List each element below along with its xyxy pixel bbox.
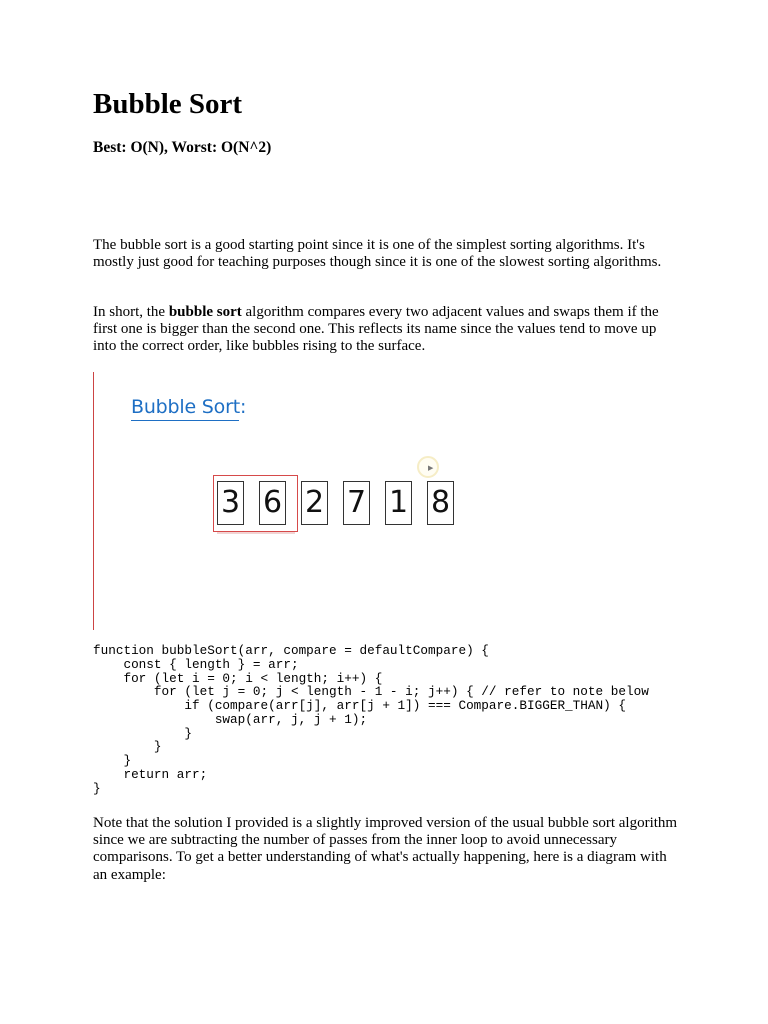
intro-paragraph: The bubble sort is a good starting point since it is one of the simplest sorting algorithms. It's mostly just good for teaching purposes though since it is one of the slowest sorting algorithms. (93, 237, 662, 271)
array-cell: 6 (259, 481, 286, 525)
complexity-subtitle: Best: O(N), Worst: O(N^2) (93, 139, 272, 156)
bubble-sort-animation-figure (93, 372, 513, 630)
figure-title: Bubble Sort: (131, 396, 247, 418)
array-cell: 7 (343, 481, 370, 525)
summary-paragraph (93, 304, 683, 356)
code-block: function bubbleSort(arr, compare = defaultCompare) { const { length } = arr; for (let i = 0; i < length; i++) { for (let j = 0; j < length - 1 - i; j++) { // refer to note below if (compare(arr[j], arr[j + 1]) === Compare.BIGGER_THAN) { swap(arr, j, j + 1); } } } return arr; } (93, 643, 649, 796)
figure-title-underline (131, 420, 239, 421)
comparison-highlight-box (213, 475, 298, 532)
comparison-highlight-shadow (217, 532, 295, 534)
summary-text-before: In short, the (93, 304, 169, 320)
array-cell: 8 (427, 481, 454, 525)
summary-text-after: algorithm compares every two adjacent values and swaps them if the first one is bigger than the second one. This reflects its name since the values tend to move up into the correct order, like bubbles rising to the surface. (93, 304, 659, 355)
array-cell: 1 (385, 481, 412, 525)
page-title: Bubble Sort (93, 88, 243, 120)
note-paragraph: Note that the solution I provided is a slightly improved version of the usual bubble sort algorithm since we are subtracting the number of passes from the inner loop to avoid unnecessary comparisons. To get a better understanding of what's actually happening, here is a diagram with an example: (93, 815, 678, 883)
mouse-cursor-icon: ▶ (428, 464, 434, 472)
array-cell: 2 (301, 481, 328, 525)
summary-bold-term: bubble sort (168, 304, 242, 320)
array-cell: 3 (217, 481, 244, 525)
figure-left-rule (93, 372, 94, 630)
